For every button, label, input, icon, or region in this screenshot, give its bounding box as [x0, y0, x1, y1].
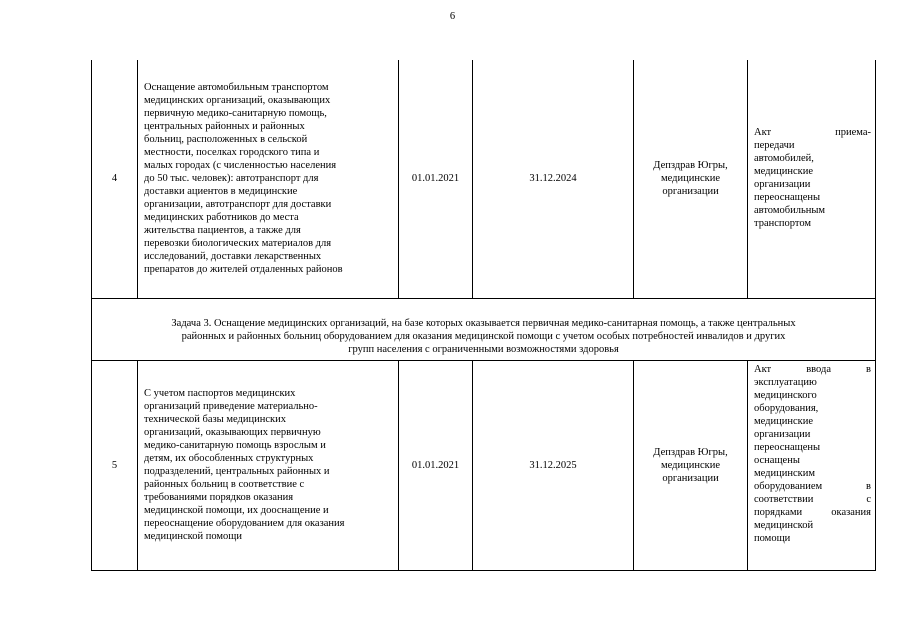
- executor-line: организации: [662, 186, 719, 198]
- description-line: переоснащение оборудованием для оказания: [144, 518, 345, 529]
- result-line: автомобилей,: [754, 152, 814, 164]
- result-line: переоснащены: [754, 441, 821, 453]
- task-row: [92, 298, 876, 360]
- result-line: организации: [754, 428, 811, 440]
- result-line: эксплуатацию: [754, 376, 817, 388]
- description-line: доставки ациентов в медицинские: [144, 186, 298, 198]
- result-line: соответствии с: [754, 493, 871, 505]
- result-line: автомобильным: [754, 204, 826, 216]
- description-line: организаций приведение материально-: [144, 401, 318, 412]
- description-line: медицинской помощи, их дооснащение и: [144, 505, 329, 516]
- executor-cell: [634, 360, 748, 570]
- result-line: транспортом: [754, 217, 812, 229]
- description-line: местности, поселках городского типа и: [144, 147, 320, 159]
- description-line: перевозки биологических материалов для: [144, 238, 332, 250]
- task-line: групп населения с ограниченными возможностями здоровья: [348, 343, 619, 355]
- end-date-cell: 31.12.2024: [473, 60, 634, 298]
- description-line: организаций, оказывающих первичную: [144, 427, 321, 438]
- result-line: оборудованием в: [754, 480, 871, 492]
- result-line: Акт приема-: [754, 126, 871, 138]
- description-cell: [138, 360, 399, 570]
- row-number-cell: 4: [92, 60, 138, 298]
- result-line: Акт ввода в: [754, 363, 871, 375]
- description-line: детям, их обособленных структурных: [144, 453, 314, 464]
- description-line: первичную медико-санитарную помощь,: [144, 108, 327, 120]
- result-cell: [748, 360, 876, 570]
- executor-line: Депздрав Югры,: [653, 160, 728, 172]
- start-date-cell: 01.01.2021: [399, 360, 473, 570]
- row-number-cell: 5: [92, 360, 138, 570]
- description-line: Оснащение автомобильным транспортом: [144, 82, 329, 94]
- result-line: оборудования,: [754, 402, 819, 414]
- description-line: исследований, доставки лекарственных: [144, 251, 322, 263]
- executor-line: организации: [662, 472, 719, 484]
- description-cell: [138, 60, 399, 298]
- description-line: требованиями порядков оказания: [144, 492, 294, 503]
- description-line: жительства пациентов, а также для: [144, 225, 301, 237]
- description-line: медицинской помощи: [144, 531, 242, 542]
- description-line: организации, автотранспорт для доставки: [144, 199, 332, 211]
- task-heading: [92, 298, 876, 360]
- result-line: медицинской: [754, 519, 814, 531]
- description-line: медицинских организаций, оказывающих: [144, 95, 331, 107]
- result-cell: [748, 60, 876, 298]
- result-line: помощи: [754, 532, 791, 544]
- table-row: [92, 360, 876, 570]
- result-line: медицинские: [754, 165, 814, 177]
- description-line: больниц, расположенных в сельской: [144, 134, 308, 146]
- task-line: районных и районных больниц оборудованием для оказания медицинской помощи с учетом особых потребностей инвалидов и других: [181, 330, 786, 342]
- result-line: организации: [754, 178, 811, 190]
- result-line: передачи: [754, 139, 795, 151]
- start-date-cell: 01.01.2021: [399, 60, 473, 298]
- table-row: [92, 60, 876, 298]
- description-line: малых городах (с численностью населения: [144, 160, 337, 172]
- description-line: центральных районных и районных: [144, 121, 305, 133]
- description-line: медицинских работников до места: [144, 212, 299, 224]
- result-line: медицинским: [754, 467, 816, 479]
- result-line: переоснащены: [754, 191, 821, 203]
- activities-table: [91, 60, 876, 571]
- result-line: порядками оказания: [754, 506, 871, 518]
- task-line: Задача 3. Оснащение медицинских организаций, на базе которых оказывается первичная медико-санитарная помощь, а также центральных: [171, 317, 796, 329]
- result-line: оснащены: [754, 454, 800, 466]
- executor-cell: [634, 60, 748, 298]
- result-line: медицинского: [754, 389, 817, 401]
- description-line: до 50 тыс. человек): автотранспорт для: [144, 173, 319, 185]
- description-line: технической базы медицинских: [144, 414, 286, 425]
- description-line: С учетом паспортов медицинских: [144, 388, 296, 399]
- end-date-cell: 31.12.2025: [473, 360, 634, 570]
- description-line: препаратов до жителей отдаленных районов: [144, 264, 343, 276]
- executor-line: Депздрав Югры,: [653, 446, 728, 458]
- executor-line: медицинские: [660, 459, 721, 471]
- executor-line: медицинские: [660, 173, 721, 185]
- description-line: районных больниц в соответствие с: [144, 479, 305, 490]
- description-line: подразделений, центральных районных и: [144, 466, 330, 477]
- description-line: медико-санитарную помощь взрослым и: [144, 440, 326, 451]
- result-line: медицинские: [754, 415, 814, 427]
- page-number: 6: [449, 11, 456, 22]
